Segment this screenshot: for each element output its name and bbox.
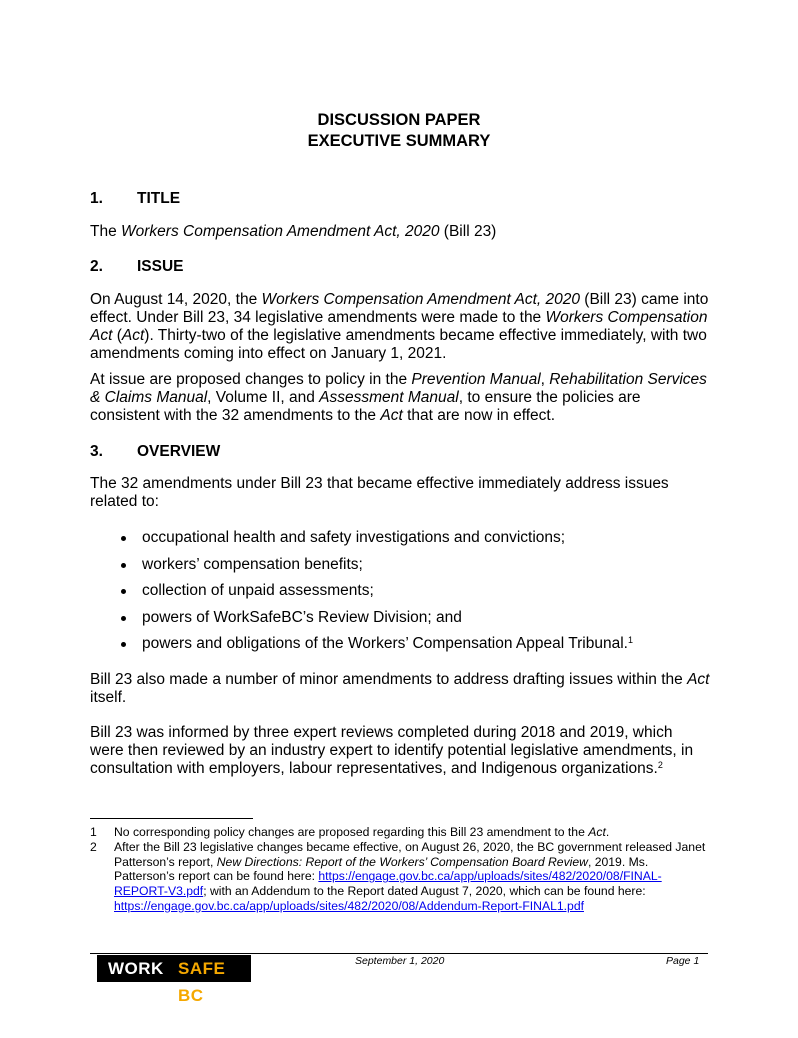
act-abbrev-italic: Act <box>687 671 710 688</box>
document-title <box>0 110 798 152</box>
section-number: 2. <box>90 258 103 275</box>
footnote-number: 2 <box>90 840 97 854</box>
addendum-report-link[interactable]: https://engage.gov.bc.ca/app/uploads/sites/482/2020/08/Addendum-Report-FINAL1.pdf <box>114 898 584 913</box>
section-number: 1. <box>90 190 103 207</box>
footnote-text <box>114 825 710 840</box>
page-number: Page 1 <box>666 955 700 967</box>
logo-text-work: WORK <box>108 959 164 978</box>
title-paragraph <box>90 223 710 241</box>
text-run: ). Thirty-two of the legislative amendments became effective immediately, with two amendments coming into effect on January 1, 2021. <box>90 327 707 362</box>
footnote-separator <box>90 818 253 819</box>
list-item-text: workers’ compensation benefits; <box>142 555 363 573</box>
issue-paragraph-1 <box>90 291 710 363</box>
bullet-icon <box>121 642 126 647</box>
manual-name-italic: Assessment Manual <box>319 389 459 406</box>
footer-date: September 1, 2020 <box>355 955 445 967</box>
text-run: Bill 23 also made a number of minor amendments to address drafting issues within the <box>90 671 688 688</box>
text-run: that are now in effect. <box>402 407 556 424</box>
list-item <box>90 609 710 636</box>
text-run: At issue are proposed changes to policy in the <box>90 371 412 388</box>
list-item-text: powers and obligations of the Workers’ Compensation Appeal Tribunal. <box>142 635 628 652</box>
text-run: No corresponding policy changes are proposed regarding this Bill 23 amendment to the <box>114 825 589 839</box>
text-run: ( <box>112 327 122 344</box>
act-abbrev-italic: Act <box>588 825 606 839</box>
overview-intro: The 32 amendments under Bill 23 that became effective immediately address issues related to: <box>90 475 669 510</box>
bullet-icon <box>121 589 126 594</box>
section-number: 3. <box>90 443 103 460</box>
title-line-2: EXECUTIVE SUMMARY <box>307 132 491 150</box>
list-item <box>90 582 710 609</box>
act-name-italic: Workers Compensation Amendment Act, 2020 <box>121 223 440 240</box>
list-item-text: occupational health and safety investigations and convictions; <box>142 529 566 546</box>
act-abbrev-italic: Act <box>380 407 403 424</box>
list-item <box>90 556 710 583</box>
report-title-italic: New Directions: Report of the Workers’ Compensation Board Review <box>216 854 588 869</box>
text-run: , <box>540 371 550 388</box>
section-heading-issue <box>90 257 184 277</box>
section-heading-overview <box>90 442 220 462</box>
manual-name-italic: Prevention Manual <box>411 371 541 388</box>
text-run: On August 14, 2020, the <box>90 291 262 308</box>
issue-paragraph-2 <box>90 371 710 425</box>
list-item-text: powers of WorkSafeBC’s Review Division; and <box>142 608 462 626</box>
act-name-italic: Workers Compensation Amendment Act, 2020 <box>261 291 580 308</box>
overview-paragraph-3 <box>90 724 710 778</box>
list-item <box>90 635 710 662</box>
text-run: (Bill 23) came into effect. Under Bill 23, 34 legislative amendments were made to the <box>90 291 709 326</box>
footnote-ref[interactable]: 1 <box>627 635 633 645</box>
footnote-ref[interactable]: 2 <box>657 760 663 770</box>
text-run: itself. <box>90 689 127 706</box>
section-title: TITLE <box>137 190 181 207</box>
text-run: (Bill 23) <box>439 223 497 240</box>
overview-paragraph-2 <box>90 671 710 707</box>
manual-name-italic: Rehabilitation Services & Claims Manual <box>90 371 707 406</box>
text-run: , to ensure the policies are consistent with the 32 amendments to the <box>90 389 641 424</box>
bullet-icon <box>121 563 126 568</box>
text-run: Bill 23 was informed by three expert reviews completed during 2018 and 2019, which were then reviewed by an industry expert to identify potential legislative amendments, in consultation with employers, labour representatives, and Indigenous organizations. <box>90 724 694 777</box>
bullet-icon <box>121 536 126 541</box>
text-run: , 2019. Ms. Patterson’s report can be found here: <box>114 854 649 884</box>
act-name-italic: Workers Compensation Act <box>90 309 708 344</box>
text-run: After the Bill 23 legislative changes became effective, on August 26, 2020, the BC government released Janet Patterson’s report, <box>114 840 706 869</box>
footnote-2 <box>90 840 710 914</box>
text-run: , Volume II, and <box>207 389 320 406</box>
footnote-text <box>114 840 710 914</box>
footer-separator <box>90 953 708 954</box>
section-title: ISSUE <box>137 258 184 275</box>
final-report-link[interactable]: https://engage.gov.bc.ca/app/uploads/sites/482/2020/08/FINAL-REPORT-V3.pdf <box>114 869 662 899</box>
act-abbrev-italic: Act <box>121 327 145 344</box>
logo-text-safebc: SAFE BC <box>178 959 226 1005</box>
section-heading-title <box>90 189 180 209</box>
text-run: The <box>90 223 122 240</box>
footnote-1 <box>90 825 710 840</box>
list-item-text: collection of unpaid assessments; <box>142 582 374 599</box>
bullet-icon <box>121 616 126 621</box>
section-title: OVERVIEW <box>137 443 221 460</box>
worksafebc-logo <box>97 955 251 1005</box>
list-item <box>90 529 710 556</box>
text-run: . <box>605 825 610 839</box>
text-run: ; with an Addendum to the Report dated August 7, 2020, which can be found here: <box>203 884 646 899</box>
footnote-number: 1 <box>90 825 97 839</box>
title-line-1: DISCUSSION PAPER <box>317 111 481 129</box>
amendment-topics-list <box>90 529 710 662</box>
